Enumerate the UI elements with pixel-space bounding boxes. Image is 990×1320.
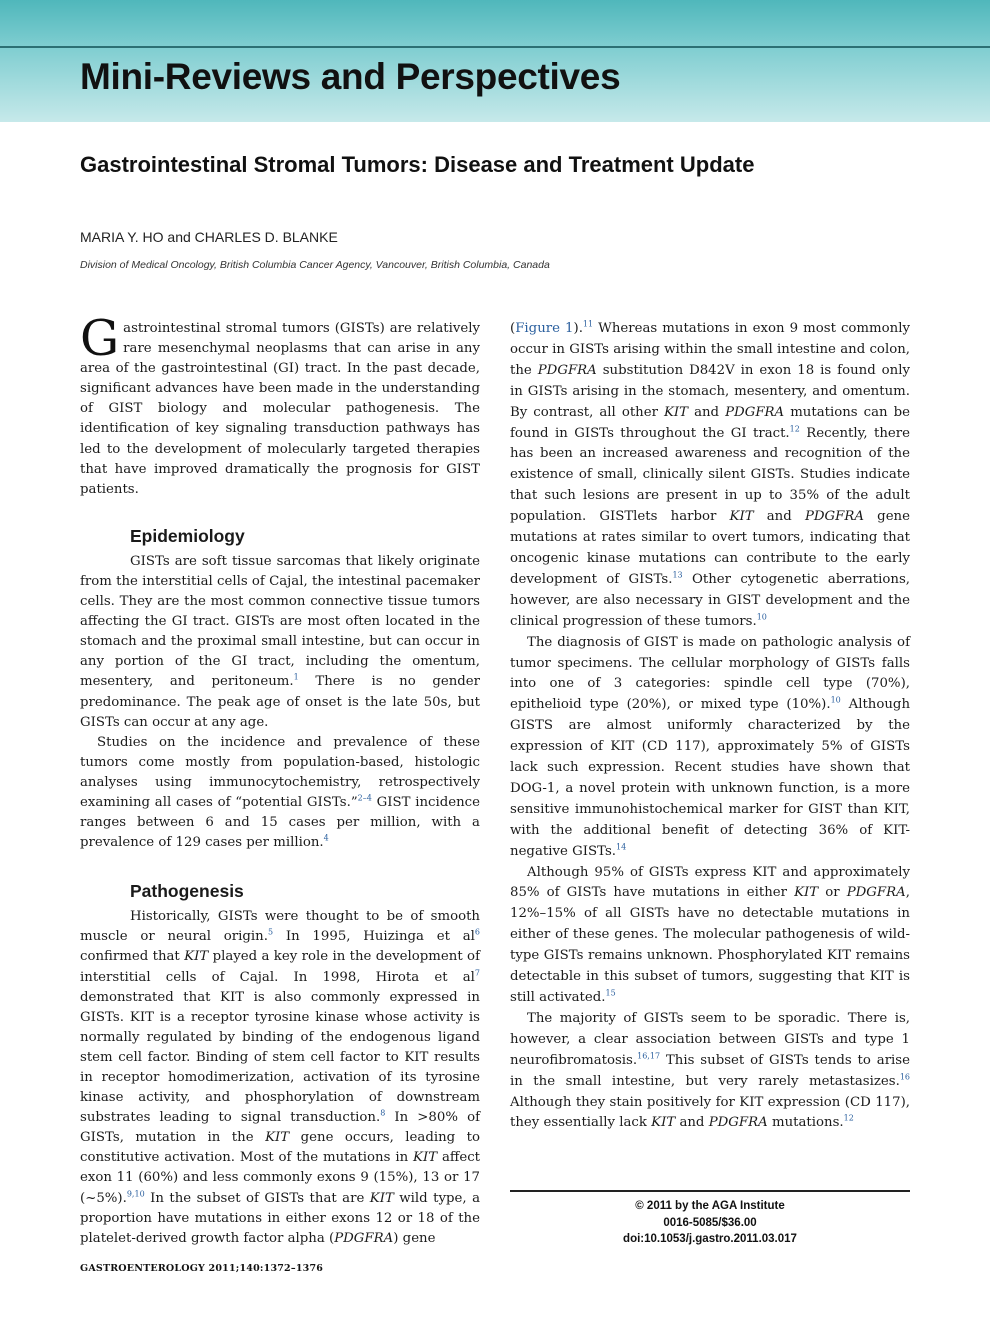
paragraph: Although 95% of GISTs express KIT and approximately 85% of GISTs have mutations in either KIT or PDGFRA, 12%–15% of all GISTs have no detectable mutations in either of these genes. The molecular pathogenesis of wild-type GISTs remains unknown. Phosphorylated KIT remains detectable in this subset of tumors, suggesting that KIT is still activated.$^{15}$ bbox=[510, 864, 910, 1005]
article-title: Gastrointestinal Stromal Tumors: Disease and Treatment Update bbox=[80, 152, 755, 177]
copyright-line: © 2011 by the AGA Institute bbox=[635, 1200, 785, 1212]
citation-link[interactable]: 16,17 bbox=[637, 1051, 661, 1061]
drop-cap: G bbox=[80, 310, 120, 367]
citation-link[interactable]: 9,10 bbox=[126, 1189, 145, 1199]
paragraph: The diagnosis of GIST is made on pathologic analysis of tumor specimens. The cellular morphology of GISTs falls into one of 3 categories: spindle cell type (70%), epithelioid type (20%), or mixed type (10%).$^{10}$ Although GISTS are almost uniformly characterized by the expression of KIT (CD 117), approximately 5% of GISTs lack such expression. Recent studies have shown that DOG-1, a novel protein with unknown function, is a more sensitive immunohistochemical marker for GIST than KIT, with the additional benefit of detecting 36% of KIT-negative GISTs.$^{14}$ bbox=[510, 634, 911, 859]
citation-link[interactable]: 8 bbox=[380, 1108, 386, 1118]
figure-link[interactable]: Figure 1 bbox=[515, 321, 574, 336]
citation-link[interactable]: 2–4 bbox=[357, 793, 372, 803]
right-column bbox=[510, 319, 910, 1134]
citation-link[interactable]: 1 bbox=[293, 672, 299, 682]
authors: MARIA Y. HO and CHARLES D. BLANKE bbox=[80, 229, 338, 245]
affiliation: Division of Medical Oncology, British Columbia Cancer Agency, Vancouver, British Columbia, Canada bbox=[80, 259, 550, 271]
epidemiology-section bbox=[80, 525, 480, 853]
journal-citation: GASTROENTEROLOGY 2011;140:1372–1376 bbox=[80, 1263, 324, 1274]
citation-link[interactable]: 7 bbox=[474, 968, 480, 978]
paragraph: (Figure 1).$^{11}$ Whereas mutations in exon 9 most commonly occur in GISTs arising within the small intestine and colon, the PDGFRA substitution D842V in exon 18 is found only in GISTs arising in the stomach, mesentery, and omentum. By contrast, all other KIT and PDGFRA mutations can be found in GISTs throughout the GI tract.$^{12}$ Recently, there has been an increased awareness and recognition of the existence of small, clinically silent GISTs. Studies indicate that such lesions are present in up to 35% of the adult population. GISTlets harbor KIT and PDGFRA gene mutations at rates similar to overt tumors, indicating that oncogenic kinase mutations can contribute to the early development of GISTs.$^{13}$ Other cytogenetic aberrations, however, are also necessary in GIST development and the clinical progression of these tumors.$^{10}$ bbox=[510, 319, 911, 629]
copyright-box bbox=[510, 1190, 910, 1248]
citation-link[interactable]: 10 bbox=[830, 695, 841, 705]
left-column bbox=[80, 310, 481, 1249]
citation-link[interactable]: 15 bbox=[605, 988, 616, 998]
paragraph: Historically, GISTs were thought to be of smooth muscle or neural origin.$^5$ In 1995, Huizinga et $al^6$ confirmed that KIT played a key role in the development of interstitial cells of Cajal. In 1998, Hirota et $al^7$ demonstrated that KIT is also commonly expressed in GISTs. KIT is a receptor tyrosine kinase whose activity is normally regulated by binding of the endogenous ligand stem cell factor. Binding of stem cell factor to KIT results in receptor homodimerization, activation of its tyrosine kinase activity, and phosphorylation of downstream substrates leading to signal transduction.$^8$ In >80% of GISTs, mutation in the KIT gene occurs, leading to constitutive activation. Most of the mutations in KIT affect exon 11 (60%) and less commonly exons 9 (15%), 13 or 17 (~5%).$^{9,10}$ In the subset of GISTs that are KIT wild type, a proportion have mutations in either exons 12 or 18 of the platelet-derived growth factor alpha (PDGFRA) gene bbox=[80, 909, 480, 1246]
abstract bbox=[80, 310, 480, 500]
citation-link[interactable]: 14 bbox=[616, 842, 627, 852]
citation-link[interactable]: 11 bbox=[582, 319, 594, 329]
section-label: Mini-Reviews and Perspectives bbox=[80, 56, 621, 97]
citation-link[interactable]: 12 bbox=[843, 1114, 854, 1124]
paragraph: Studies on the incidence and prevalence of these tumors come mostly from population-based, histologic analyses using immunocytochemistry, retrospectively examining all cases of “potential GISTs.”$^{2-4}$ GIST incidence ranges between 6 and 15 cases per million, with a prevalence of 129 cases per million.$^4$ bbox=[80, 734, 480, 851]
citation-link[interactable]: 12 bbox=[789, 424, 800, 434]
header-rule bbox=[0, 46, 990, 48]
heading-epidemiology: Epidemiology bbox=[130, 525, 245, 546]
issn-price: 0016-5085/$36.00 bbox=[663, 1216, 757, 1229]
paragraph: GISTs are soft tissue sarcomas that likely originate from the interstitial cells of Cajal, the intestinal pacemaker cells. They are the most common connective tissue tumors affecting the GI tract. GISTs are most often located in the stomach and the proximal small intestine, but can occur in any portion of the GI tract, including the omentum, mesentery, and peritoneum.$^1$ There is no gender predominance. The peak age of onset is the late 50s, but GISTs can occur at any age. bbox=[80, 553, 481, 730]
paragraph: The majority of GISTs seem to be sporadic. There is, however, a clear association between GISTs and type 1 neurofibromatosis.$^{16,17}$ This subset of GISTs tends to arise in the small intestine, but very rarely metastasizes.$^{16}$ Although they stain positively for KIT expression (CD 117), they essentially lack KIT and PDGFRA mutations.$^{12}$ bbox=[510, 1010, 910, 1131]
citation-link[interactable]: 5 bbox=[267, 927, 274, 937]
citation-link[interactable]: 16 bbox=[899, 1072, 910, 1082]
citation-link[interactable]: 4 bbox=[323, 833, 329, 843]
heading-pathogenesis: Pathogenesis bbox=[130, 881, 244, 902]
citation-link[interactable]: 10 bbox=[756, 612, 767, 622]
doi: doi:10.1053/j.gastro.2011.03.017 bbox=[623, 1233, 797, 1245]
citation-link[interactable]: 13 bbox=[672, 570, 683, 580]
citation-link[interactable]: 6 bbox=[474, 927, 480, 937]
abstract-text: astrointestinal stromal tumors (GISTs) are relatively rare mesenchymal neoplasms that can arise in any area of the gastrointestinal (GI) tract. In the past decade, significant advances have been made in the understanding of GIST biology and molecular pathogenesis. The identification of key signaling transduction pathways has led to the development of molecularly targeted therapies that have improved dramatically the prognosis for GIST patients. bbox=[80, 321, 480, 497]
pathogenesis-section bbox=[80, 880, 480, 1249]
